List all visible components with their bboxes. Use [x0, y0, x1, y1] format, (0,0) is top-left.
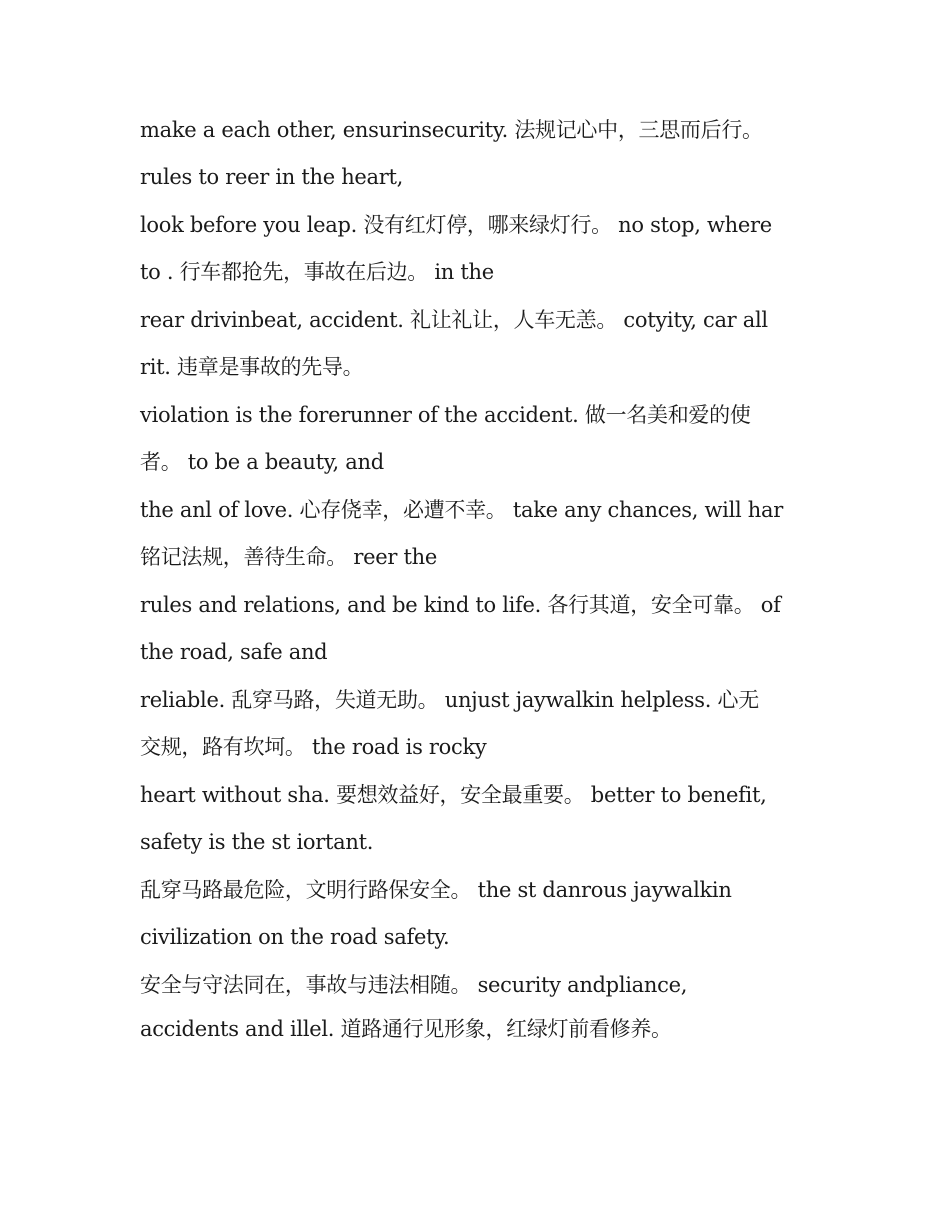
- text-line: safety is the st iortant.: [140, 830, 374, 854]
- document-body: [140, 108, 820, 1051]
- text-line: violation is the forerunner of the accident. 做一名美和爱的使: [140, 403, 751, 427]
- text-line: heart without sha. 要想效益好，安全最重要。 better to benefit,: [140, 783, 767, 807]
- text-line: rear drivinbeat, accident. 礼让礼让，人车无恙。 cotyity, car all: [140, 308, 768, 332]
- text-line: rules to reer in the heart,: [140, 165, 404, 189]
- text-line: rules and relations, and be kind to life. 各行其道，安全可靠。 of: [140, 593, 781, 617]
- text-line: 安全与守法同在，事故与违法相随。 security andpliance,: [140, 973, 688, 997]
- text-line: 交规，路有坎坷。 the road is rocky: [140, 735, 487, 759]
- text-line: rit. 违章是事故的先导。: [140, 355, 364, 379]
- text-line: 者。 to be a beauty, and: [140, 450, 384, 474]
- text-line: the anl of love. 心存侥幸，必遭不幸。 take any chances, will har: [140, 498, 783, 522]
- text-line: look before you leap. 没有红灯停，哪来绿灯行。 no stop, where: [140, 213, 772, 237]
- text-line: 铭记法规，善待生命。 reer the: [140, 545, 437, 569]
- text-line: the road, safe and: [140, 640, 328, 664]
- text-line: civilization on the road safety.: [140, 925, 450, 949]
- text-line: make a each other, ensurinsecurity. 法规记心中，三思而后行。: [140, 118, 763, 142]
- text-line: accidents and illel. 道路通行见形象，红绿灯前看修养。: [140, 1017, 672, 1041]
- text-line: reliable. 乱穿马路，失道无助。 unjust jaywalkin helpless. 心无: [140, 688, 759, 712]
- text-line: to . 行车都抢先，事故在后边。 in the: [140, 260, 494, 284]
- text-line: 乱穿马路最危险，文明行路保安全。 the st danrous jaywalkin: [140, 878, 732, 902]
